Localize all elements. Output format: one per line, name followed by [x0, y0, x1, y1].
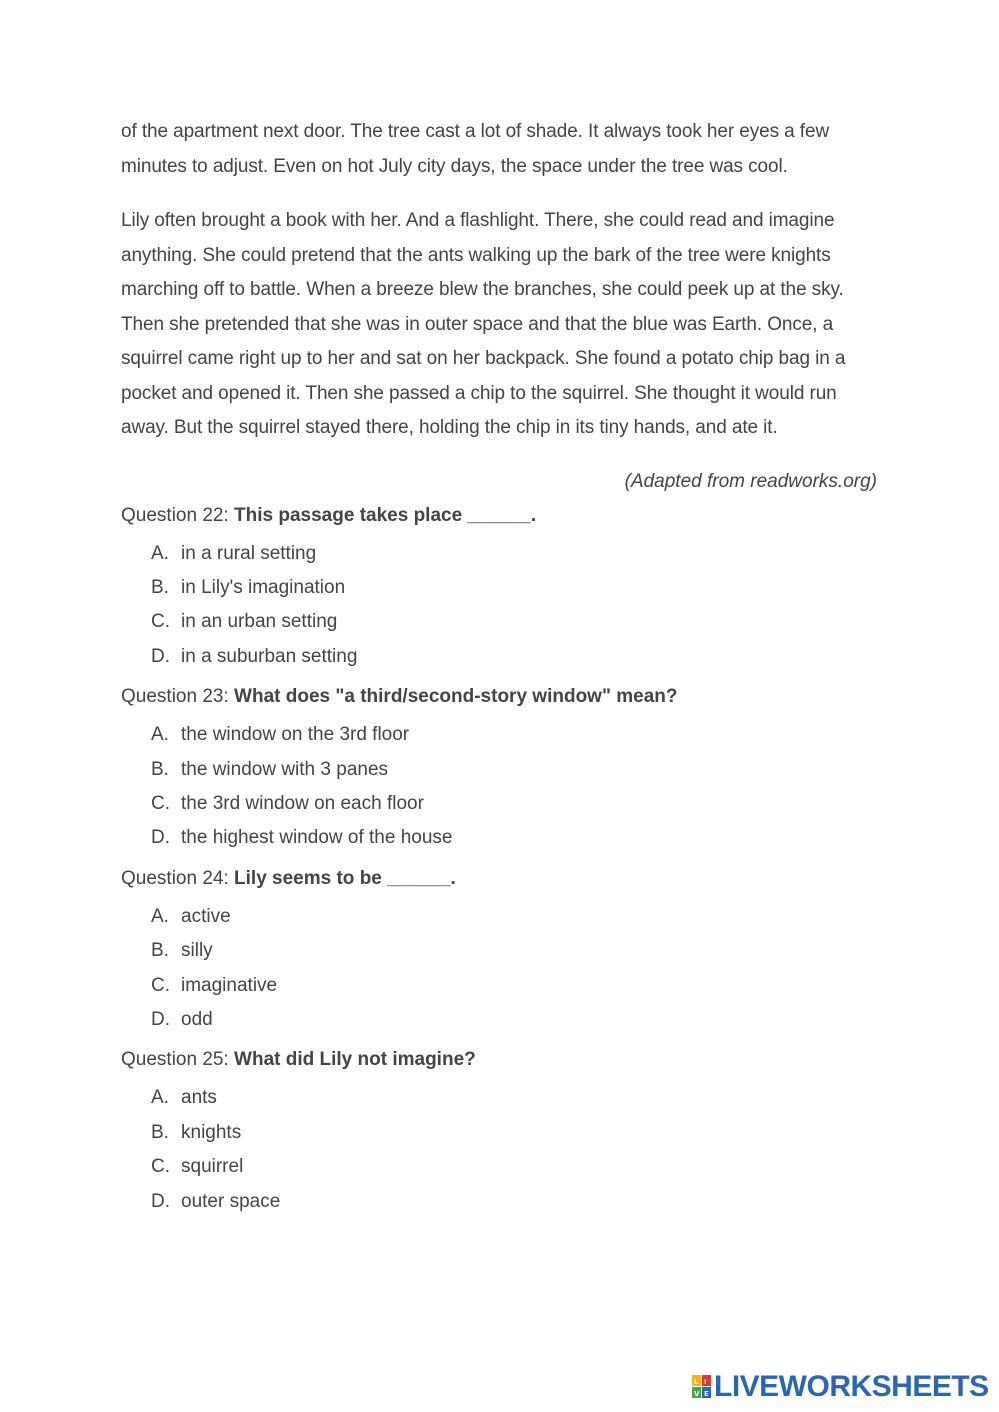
option-text: the window on the 3rd floor: [181, 724, 410, 746]
answer-option[interactable]: [151, 640, 881, 674]
passage-paragraph-2: Lily often brought a book with her. And a flashlight. There, she could read and imagine anything. She could pretend that the ants walking up the bark of the tree were knights marching off to battle. When a breeze blew the branches, she could peek up at the sky. Then she pretended that she was in outer space and that the blue was Earth. Once, a squirrel came right up to her and sat on her backpack. She found a potato chip bag in a pocket and opened it. Then she passed a chip to the squirrel. She thought it would run away. But the squirrel stayed there, holding the chip in its tiny hands, and ate it.: [121, 210, 846, 438]
option-text: in a suburban setting: [181, 645, 358, 667]
question-text: What does "a third/second-story window" mean?: [234, 686, 678, 708]
answer-option[interactable]: [151, 1116, 881, 1150]
option-text: in an urban setting: [181, 611, 338, 633]
option-letter: A.: [151, 724, 169, 746]
option-text: outer space: [181, 1190, 281, 1212]
option-letter: D.: [151, 1008, 170, 1030]
option-text: active: [181, 905, 231, 927]
answer-options: [121, 900, 881, 1038]
option-letter: C.: [151, 1156, 170, 1178]
answer-option[interactable]: [151, 537, 881, 571]
option-letter: D.: [151, 645, 170, 667]
option-text: silly: [181, 940, 213, 962]
svg-text:V: V: [694, 1390, 700, 1398]
option-letter: D.: [151, 827, 170, 849]
liveworksheets-logo-text: LIVEWORKSHEETS: [714, 1370, 989, 1403]
option-text: squirrel: [181, 1156, 244, 1178]
answer-option[interactable]: [151, 934, 881, 968]
option-text: knights: [181, 1121, 242, 1143]
option-text: the window with 3 panes: [181, 758, 389, 780]
question-22: [121, 499, 881, 675]
question-text: Lily seems to be ______.: [234, 867, 456, 889]
option-letter: B.: [151, 940, 169, 962]
question-prompt: [121, 499, 881, 533]
question-prompt: [121, 862, 881, 896]
answer-options: [121, 537, 881, 675]
answer-option[interactable]: [151, 787, 881, 821]
option-text: imaginative: [181, 974, 278, 996]
option-text: the 3rd window on each floor: [181, 792, 424, 814]
option-letter: B.: [151, 576, 169, 598]
answer-option[interactable]: [151, 1003, 881, 1037]
answer-option[interactable]: [151, 969, 881, 1003]
option-letter: A.: [151, 905, 169, 927]
question-23: [121, 680, 881, 856]
answer-option[interactable]: [151, 571, 881, 605]
answer-option[interactable]: [151, 900, 881, 934]
answer-options: [121, 718, 881, 856]
question-label: Question 24:: [121, 867, 235, 889]
question-text: What did Lily not imagine?: [234, 1049, 476, 1071]
svg-text:E: E: [704, 1390, 709, 1398]
svg-text:I: I: [704, 1378, 707, 1386]
answer-option[interactable]: [151, 821, 881, 855]
option-text: in Lily's imagination: [181, 576, 346, 598]
option-text: in a rural setting: [181, 542, 317, 564]
passage-paragraph-1: of the apartment next door. The tree cast a lot of shade. It always took her eyes a few minutes to adjust. Even on hot July city days, the space under the tree was cool.: [121, 121, 830, 177]
option-text: ants: [181, 1087, 217, 1109]
question-24: [121, 862, 881, 1038]
passage-source: (Adapted from readworks.org): [624, 470, 877, 492]
worksheet-page: [121, 115, 881, 1225]
answer-option[interactable]: [151, 1081, 881, 1115]
option-text: odd: [181, 1008, 213, 1030]
question-25: [121, 1043, 881, 1219]
option-letter: C.: [151, 792, 170, 814]
option-letter: D.: [151, 1190, 170, 1212]
answer-option[interactable]: [151, 1150, 881, 1184]
option-letter: C.: [151, 611, 170, 633]
answer-option[interactable]: [151, 605, 881, 639]
option-letter: A.: [151, 1087, 169, 1109]
option-text: the highest window of the house: [181, 827, 453, 849]
question-label: Question 22:: [121, 504, 235, 526]
answer-option[interactable]: [151, 1185, 881, 1219]
option-letter: A.: [151, 542, 169, 564]
option-letter: B.: [151, 758, 169, 780]
answer-option[interactable]: [151, 753, 881, 787]
question-label: Question 25:: [121, 1049, 235, 1071]
svg-text:L: L: [694, 1378, 699, 1386]
liveworksheets-logo-icon: [692, 1375, 712, 1399]
question-prompt: [121, 1043, 881, 1077]
liveworksheets-logo[interactable]: [692, 1372, 989, 1402]
answer-option[interactable]: [151, 718, 881, 752]
option-letter: C.: [151, 974, 170, 996]
question-prompt: [121, 680, 881, 714]
question-label: Question 23:: [121, 686, 235, 708]
question-text: This passage takes place ______.: [234, 504, 537, 526]
option-letter: B.: [151, 1121, 169, 1143]
answer-options: [121, 1081, 881, 1219]
